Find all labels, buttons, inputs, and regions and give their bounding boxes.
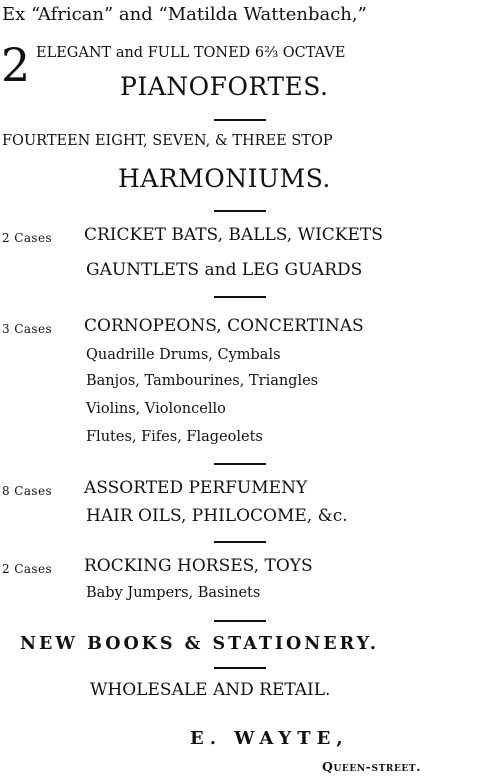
piano-description: ELEGANT and FULL TONED 6⅔ OCTAVE	[36, 45, 346, 61]
perfumery-line-2: HAIR OILS, PHILOCOME, &c.	[86, 506, 348, 526]
instruments-quantity: 3 Cases	[2, 322, 53, 336]
perfumery-quantity: 8 Cases	[2, 484, 53, 498]
divider-rule	[214, 119, 266, 121]
instruments-item: Quadrille Drums, Cymbals	[86, 347, 281, 363]
merchant-name: E. WAYTE,	[190, 728, 349, 749]
ex-ships-line: Ex “African” and “Matilda Wattenbach,”	[2, 4, 367, 25]
cricket-quantity: 2 Cases	[2, 231, 53, 245]
instruments-item: Banjos, Tambourines, Triangles	[86, 373, 319, 389]
toys-line-1: ROCKING HORSES, TOYS	[84, 556, 313, 576]
toys-line-2: Baby Jumpers, Basinets	[86, 585, 261, 601]
perfumery-line-1: ASSORTED PERFUMENY	[84, 478, 308, 498]
instruments-line-1: CORNOPEONS, CONCERTINAS	[84, 316, 364, 336]
instruments-item: Violins, Violoncello	[86, 401, 226, 417]
books-stationery-heading: NEW BOOKS & STATIONERY.	[20, 634, 379, 654]
merchant-address: Queen-street.	[322, 759, 422, 774]
cricket-line-2: GAUNTLETS and LEG GUARDS	[86, 260, 363, 280]
toys-quantity: 2 Cases	[2, 562, 53, 576]
cricket-line-1: CRICKET BATS, BALLS, WICKETS	[84, 225, 383, 245]
divider-rule	[214, 620, 266, 622]
harmoniums-heading: HARMONIUMS.	[118, 164, 331, 193]
divider-rule	[214, 210, 266, 212]
divider-rule	[214, 667, 266, 669]
divider-rule	[214, 463, 266, 465]
piano-quantity-numeral: 2	[1, 38, 31, 92]
wholesale-retail-line: WHOLESALE AND RETAIL.	[90, 680, 331, 700]
pianofortes-heading: PIANOFORTES.	[120, 72, 329, 101]
instruments-item: Flutes, Fifes, Flageolets	[86, 429, 263, 445]
divider-rule	[214, 296, 266, 298]
divider-rule	[214, 541, 266, 543]
harmonium-description: FOURTEEN EIGHT, SEVEN, & THREE STOP	[2, 133, 333, 149]
